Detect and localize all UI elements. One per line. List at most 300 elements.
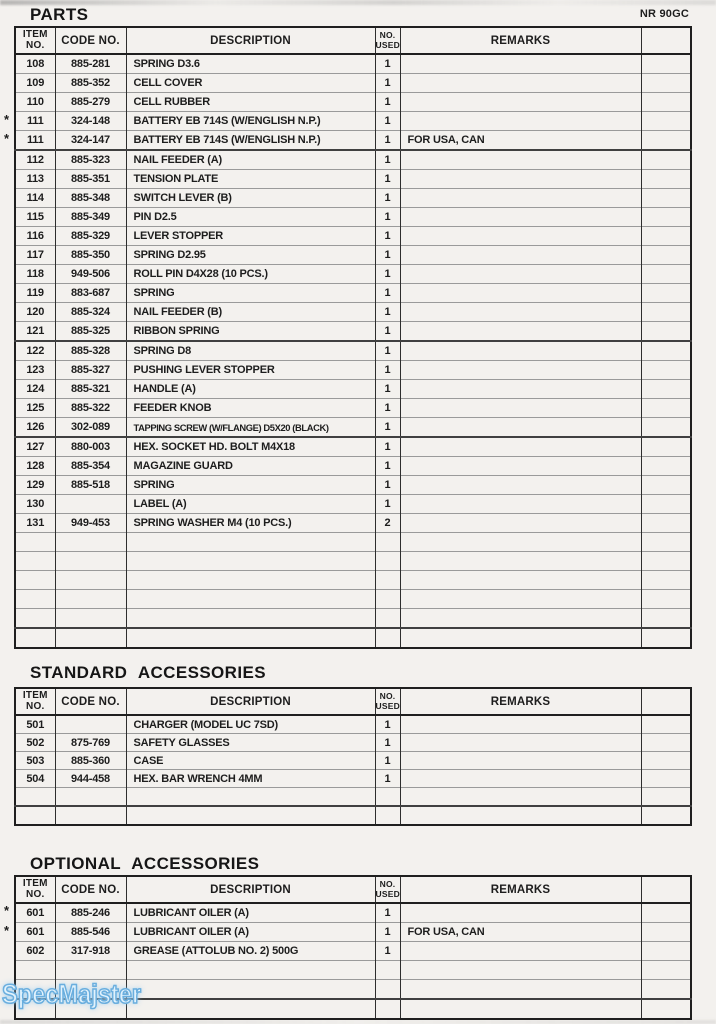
description-cell: GREASE (ATTOLUB NO. 2) 500G: [126, 942, 375, 961]
empty-row: [15, 590, 691, 609]
extra-cell: [641, 189, 691, 208]
extra-cell: [641, 495, 691, 514]
remarks-cell: [400, 170, 641, 189]
header-row: [15, 876, 691, 903]
table-row: [15, 246, 691, 265]
description-cell: [126, 571, 375, 590]
code-no-cell: 885-354: [55, 457, 126, 476]
header-line: NO.: [379, 879, 396, 889]
header-code-no: CODE NO.: [55, 688, 126, 715]
extra-cell: [641, 923, 691, 942]
remarks-cell: [400, 54, 641, 74]
header-line: ITEM: [22, 878, 48, 889]
remarks-cell: [400, 495, 641, 514]
no-used-cell: [375, 571, 400, 590]
extra-cell: [641, 54, 691, 74]
standard-table-header: [15, 688, 691, 715]
item-no-cell: 501: [15, 715, 55, 734]
item-no-cell: 601: [15, 923, 55, 942]
header-no-used: [375, 27, 400, 54]
item-no-cell: 131: [15, 514, 55, 533]
code-no-cell: [55, 495, 126, 514]
header-item-no: [15, 876, 55, 903]
remarks-cell: [400, 715, 641, 734]
code-no-cell: 885-246: [55, 903, 126, 923]
item-no-cell: 504: [15, 770, 55, 788]
remarks-cell: [400, 208, 641, 227]
no-used-cell: 1: [375, 112, 400, 131]
item-no-cell: 113: [15, 170, 55, 189]
remarks-cell: [400, 806, 641, 825]
header-extra: [641, 688, 691, 715]
doc-code: NR 90GC: [639, 8, 689, 20]
header-line: NO.: [26, 39, 45, 51]
description-cell: BATTERY EB 714S (W/ENGLISH N.P.): [126, 112, 375, 131]
item-no-cell: 116: [15, 227, 55, 246]
item-no-cell: 118: [15, 265, 55, 284]
code-no-cell: 885-325: [55, 322, 126, 342]
header-row: [15, 688, 691, 715]
remarks-cell: [400, 380, 641, 399]
code-no-cell: 880-003: [55, 437, 126, 457]
remarks-cell: [400, 734, 641, 752]
code-no-cell: 885-281: [55, 54, 126, 74]
header-extra: [641, 876, 691, 903]
extra-cell: [641, 715, 691, 734]
remarks-cell: [400, 74, 641, 93]
optional-accessories-title: OPTIONAL ACCESSORIES: [30, 854, 260, 873]
description-cell: [126, 533, 375, 552]
no-used-cell: 1: [375, 246, 400, 265]
description-cell: [126, 980, 375, 1000]
description-cell: HANDLE (A): [126, 380, 375, 399]
extra-cell: [641, 265, 691, 284]
extra-cell: [641, 418, 691, 438]
empty-row: [15, 533, 691, 552]
table-row: [15, 476, 691, 495]
item-no-cell: 502: [15, 734, 55, 752]
standard-accessories-title: STANDARD ACCESSORIES: [30, 663, 266, 682]
table-row: [15, 208, 691, 227]
item-no-cell: 119: [15, 284, 55, 303]
item-no-cell: 117: [15, 246, 55, 265]
extra-cell: [641, 903, 691, 923]
parts-table-body: [15, 54, 691, 648]
code-no-cell: 885-327: [55, 361, 126, 380]
description-cell: NAIL FEEDER (A): [126, 150, 375, 170]
remarks-cell: [400, 246, 641, 265]
no-used-cell: 1: [375, 752, 400, 770]
no-used-cell: 1: [375, 942, 400, 961]
code-no-cell: 885-351: [55, 170, 126, 189]
no-used-cell: [375, 609, 400, 629]
standard-table-body: [15, 715, 691, 825]
remarks-cell: [400, 609, 641, 629]
item-no-cell: [15, 590, 55, 609]
no-used-cell: 1: [375, 131, 400, 151]
extra-cell: [641, 170, 691, 189]
item-no-cell: 109: [15, 74, 55, 93]
description-cell: FEEDER KNOB: [126, 399, 375, 418]
no-used-cell: 1: [375, 495, 400, 514]
header-description: DESCRIPTION: [126, 27, 375, 54]
header-line: NO.: [26, 700, 45, 712]
header-no-used: [375, 876, 400, 903]
remarks-cell: [400, 112, 641, 131]
description-cell: PUSHING LEVER STOPPER: [126, 361, 375, 380]
remarks-cell: [400, 788, 641, 807]
scan-noise-bottom: [0, 1020, 716, 1024]
no-used-cell: [375, 788, 400, 807]
remarks-cell: [400, 189, 641, 208]
item-no-cell: [15, 788, 55, 807]
no-used-cell: 1: [375, 208, 400, 227]
remarks-cell: [400, 770, 641, 788]
description-cell: [126, 609, 375, 629]
table-row: [15, 93, 691, 112]
remarks-cell: [400, 303, 641, 322]
item-no-cell: 124: [15, 380, 55, 399]
item-no-cell: 601: [15, 903, 55, 923]
item-no-cell: 130: [15, 495, 55, 514]
code-no-cell: 302-089: [55, 418, 126, 438]
description-cell: LUBRICANT OILER (A): [126, 903, 375, 923]
header-line: USED: [375, 39, 400, 50]
description-cell: HEX. BAR WRENCH 4MM: [126, 770, 375, 788]
table-row: [15, 495, 691, 514]
header-description: DESCRIPTION: [126, 876, 375, 903]
remarks-cell: [400, 361, 641, 380]
remarks-cell: [400, 322, 641, 342]
description-cell: CELL COVER: [126, 74, 375, 93]
table-row: [15, 170, 691, 189]
item-no-cell: 503: [15, 752, 55, 770]
remarks-cell: [400, 93, 641, 112]
description-cell: BATTERY EB 714S (W/ENGLISH N.P.): [126, 131, 375, 151]
asterisk-marker: *: [4, 131, 10, 146]
code-no-cell: 885-360: [55, 752, 126, 770]
code-no-cell: 949-453: [55, 514, 126, 533]
extra-cell: [641, 131, 691, 151]
table-row: [15, 734, 691, 752]
description-cell: PIN D2.5: [126, 208, 375, 227]
no-used-cell: 1: [375, 341, 400, 361]
table-row: [15, 514, 691, 533]
item-no-cell: 127: [15, 437, 55, 457]
no-used-cell: [375, 806, 400, 825]
table-row: [15, 942, 691, 961]
description-cell: SPRING D3.6: [126, 54, 375, 74]
item-no-cell: 114: [15, 189, 55, 208]
extra-cell: [641, 380, 691, 399]
item-no-cell: 602: [15, 942, 55, 961]
description-cell: SWITCH LEVER (B): [126, 189, 375, 208]
no-used-cell: 1: [375, 93, 400, 112]
asterisk-marker: *: [4, 112, 10, 127]
table-row: [15, 437, 691, 457]
table-row: [15, 903, 691, 923]
item-no-cell: 120: [15, 303, 55, 322]
code-no-cell: 885-324: [55, 303, 126, 322]
table-row: [15, 150, 691, 170]
standard-accessories-table: [14, 687, 692, 826]
remarks-cell: [400, 533, 641, 552]
extra-cell: [641, 609, 691, 629]
code-no-cell: 324-148: [55, 112, 126, 131]
extra-cell: [641, 437, 691, 457]
code-no-cell: 885-352: [55, 74, 126, 93]
remarks-cell: [400, 961, 641, 980]
extra-cell: [641, 341, 691, 361]
extra-cell: [641, 284, 691, 303]
table-row: [15, 361, 691, 380]
remarks-cell: [400, 476, 641, 495]
no-used-cell: 1: [375, 437, 400, 457]
header-line: USED: [375, 700, 400, 711]
description-cell: LUBRICANT OILER (A): [126, 923, 375, 942]
no-used-cell: 1: [375, 150, 400, 170]
no-used-cell: 1: [375, 322, 400, 342]
remarks-cell: FOR USA, CAN: [400, 923, 641, 942]
description-cell: [126, 788, 375, 807]
code-no-cell: [55, 806, 126, 825]
standard-accessories-section: [14, 663, 690, 826]
header-row: [15, 27, 691, 54]
code-no-cell: 885-518: [55, 476, 126, 495]
remarks-cell: [400, 399, 641, 418]
item-no-cell: [15, 571, 55, 590]
extra-cell: [641, 571, 691, 590]
no-used-cell: 1: [375, 903, 400, 923]
no-used-cell: 1: [375, 189, 400, 208]
description-cell: LABEL (A): [126, 495, 375, 514]
item-no-cell: 111: [15, 112, 55, 131]
header-extra: [641, 27, 691, 54]
item-no-cell: 110: [15, 93, 55, 112]
extra-cell: [641, 303, 691, 322]
empty-row: [15, 961, 691, 980]
no-used-cell: 1: [375, 265, 400, 284]
no-used-cell: 1: [375, 770, 400, 788]
optional-table-header: [15, 876, 691, 903]
header-description: DESCRIPTION: [126, 688, 375, 715]
description-cell: CASE: [126, 752, 375, 770]
code-no-cell: [55, 961, 126, 980]
no-used-cell: [375, 590, 400, 609]
code-no-cell: 885-323: [55, 150, 126, 170]
remarks-cell: [400, 980, 641, 1000]
extra-cell: [641, 734, 691, 752]
no-used-cell: 1: [375, 418, 400, 438]
table-row: [15, 770, 691, 788]
empty-row: [15, 806, 691, 825]
empty-row: [15, 552, 691, 571]
extra-cell: [641, 322, 691, 342]
description-cell: SPRING D8: [126, 341, 375, 361]
description-cell: MAGAZINE GUARD: [126, 457, 375, 476]
code-no-cell: 885-329: [55, 227, 126, 246]
description-cell: [126, 999, 375, 1019]
no-used-cell: 1: [375, 380, 400, 399]
table-row: [15, 54, 691, 74]
no-used-cell: [375, 961, 400, 980]
description-cell: [126, 590, 375, 609]
extra-cell: [641, 552, 691, 571]
extra-cell: [641, 74, 691, 93]
header-line: NO.: [379, 30, 396, 40]
extra-cell: [641, 246, 691, 265]
remarks-cell: [400, 903, 641, 923]
remarks-cell: [400, 571, 641, 590]
extra-cell: [641, 999, 691, 1019]
item-no-cell: 108: [15, 54, 55, 74]
header-item-no: [15, 688, 55, 715]
extra-cell: [641, 533, 691, 552]
remarks-cell: [400, 227, 641, 246]
extra-cell: [641, 361, 691, 380]
asterisk-marker: *: [4, 903, 10, 918]
empty-row: [15, 788, 691, 807]
code-no-cell: [55, 628, 126, 648]
remarks-cell: [400, 514, 641, 533]
no-used-cell: [375, 552, 400, 571]
no-used-cell: 1: [375, 476, 400, 495]
extra-cell: [641, 93, 691, 112]
no-used-cell: 2: [375, 514, 400, 533]
extra-cell: [641, 227, 691, 246]
item-no-cell: [15, 806, 55, 825]
item-no-cell: 129: [15, 476, 55, 495]
code-no-cell: 885-546: [55, 923, 126, 942]
no-used-cell: 1: [375, 170, 400, 189]
item-no-cell: 126: [15, 418, 55, 438]
code-no-cell: 944-458: [55, 770, 126, 788]
table-row: [15, 418, 691, 438]
description-cell: CHARGER (MODEL UC 7SD): [126, 715, 375, 734]
header-line: ITEM: [22, 690, 48, 701]
no-used-cell: [375, 628, 400, 648]
item-no-cell: 125: [15, 399, 55, 418]
asterisk-marker: *: [4, 923, 10, 938]
no-used-cell: 1: [375, 457, 400, 476]
description-cell: SPRING D2.95: [126, 246, 375, 265]
parts-section: [14, 5, 690, 649]
description-cell: LEVER STOPPER: [126, 227, 375, 246]
remarks-cell: [400, 284, 641, 303]
remarks-cell: FOR USA, CAN: [400, 131, 641, 151]
header-remarks: REMARKS: [400, 876, 641, 903]
description-cell: SPRING: [126, 476, 375, 495]
empty-row: [15, 628, 691, 648]
code-no-cell: [55, 590, 126, 609]
extra-cell: [641, 514, 691, 533]
code-no-cell: [55, 609, 126, 629]
description-cell: [126, 628, 375, 648]
table-row: [15, 112, 691, 131]
extra-cell: [641, 980, 691, 1000]
header-remarks: REMARKS: [400, 27, 641, 54]
table-row: [15, 227, 691, 246]
no-used-cell: 1: [375, 227, 400, 246]
no-used-cell: [375, 533, 400, 552]
table-row: [15, 303, 691, 322]
table-row: [15, 752, 691, 770]
extra-cell: [641, 112, 691, 131]
parts-title: PARTS: [30, 5, 89, 24]
remarks-cell: [400, 341, 641, 361]
code-no-cell: 324-147: [55, 131, 126, 151]
no-used-cell: 1: [375, 923, 400, 942]
extra-cell: [641, 476, 691, 495]
remarks-cell: [400, 590, 641, 609]
extra-cell: [641, 457, 691, 476]
item-no-cell: [15, 609, 55, 629]
table-row: [15, 265, 691, 284]
item-no-cell: 115: [15, 208, 55, 227]
code-no-cell: 885-328: [55, 341, 126, 361]
item-no-cell: [15, 961, 55, 980]
code-no-cell: [55, 533, 126, 552]
header-line: ITEM: [22, 29, 48, 40]
remarks-cell: [400, 999, 641, 1019]
no-used-cell: [375, 980, 400, 1000]
code-no-cell: [55, 788, 126, 807]
extra-cell: [641, 770, 691, 788]
table-row: [15, 284, 691, 303]
item-no-cell: [15, 533, 55, 552]
remarks-cell: [400, 457, 641, 476]
item-no-cell: 111: [15, 131, 55, 151]
empty-row: [15, 571, 691, 590]
extra-cell: [641, 208, 691, 227]
empty-row: [15, 609, 691, 629]
code-no-cell: 883-687: [55, 284, 126, 303]
no-used-cell: 1: [375, 715, 400, 734]
parts-table: [14, 26, 692, 649]
code-no-cell: [55, 715, 126, 734]
code-no-cell: [55, 571, 126, 590]
table-row: [15, 74, 691, 93]
parts-table-header: [15, 27, 691, 54]
extra-cell: [641, 942, 691, 961]
extra-cell: [641, 628, 691, 648]
description-cell: [126, 806, 375, 825]
header-line: USED: [375, 888, 400, 899]
table-row: [15, 322, 691, 342]
table-row: [15, 715, 691, 734]
extra-cell: [641, 590, 691, 609]
item-no-cell: 123: [15, 361, 55, 380]
item-no-cell: 128: [15, 457, 55, 476]
no-used-cell: [375, 999, 400, 1019]
description-cell: RIBBON SPRING: [126, 322, 375, 342]
header-code-no: CODE NO.: [55, 876, 126, 903]
description-cell: CELL RUBBER: [126, 93, 375, 112]
remarks-cell: [400, 437, 641, 457]
code-no-cell: 885-350: [55, 246, 126, 265]
no-used-cell: 1: [375, 303, 400, 322]
table-row: [15, 399, 691, 418]
watermark: SpecMajster: [2, 979, 142, 1010]
extra-cell: [641, 399, 691, 418]
remarks-cell: [400, 150, 641, 170]
extra-cell: [641, 806, 691, 825]
remarks-cell: [400, 942, 641, 961]
no-used-cell: 1: [375, 361, 400, 380]
description-cell: [126, 961, 375, 980]
header-remarks: REMARKS: [400, 688, 641, 715]
extra-cell: [641, 150, 691, 170]
